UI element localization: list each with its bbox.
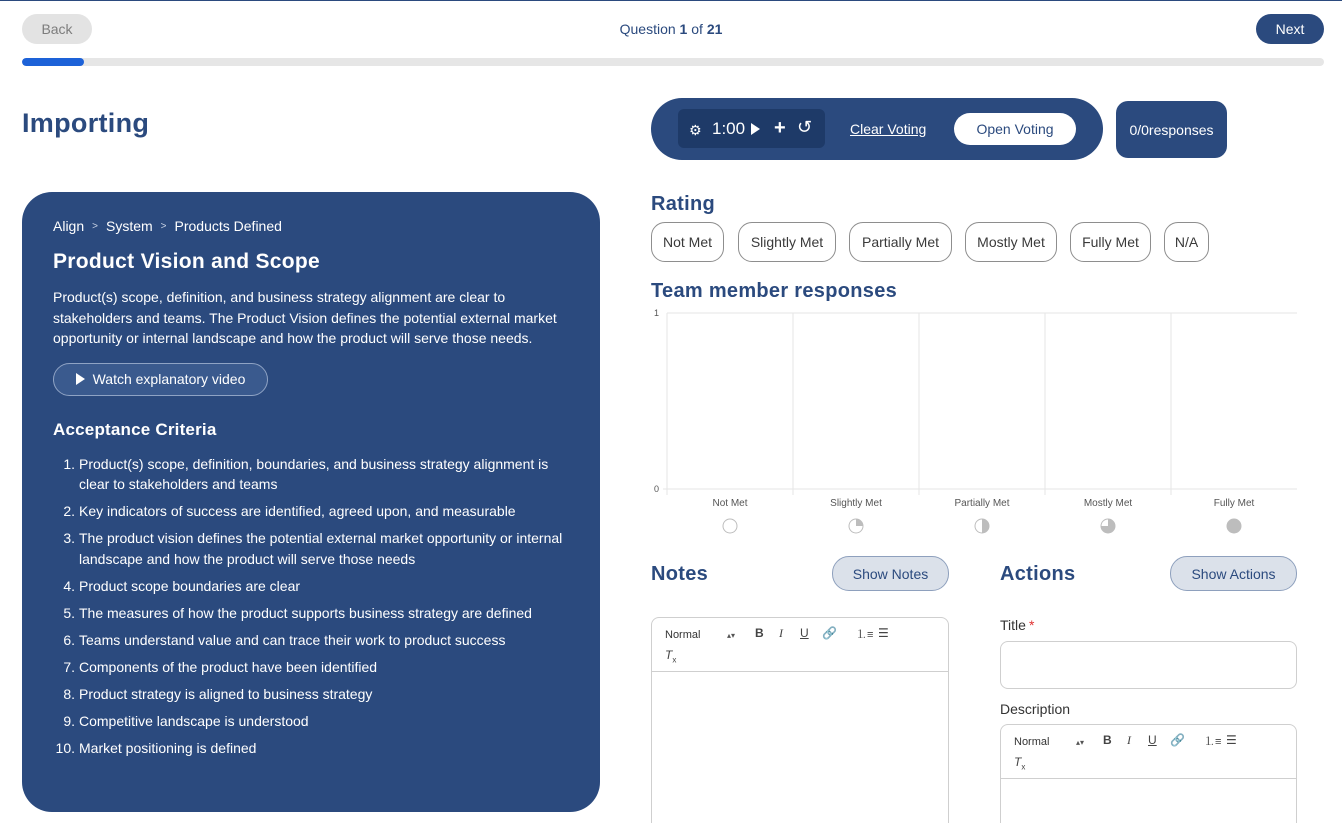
actions-heading: Actions: [1000, 563, 1076, 585]
page-title: Importing: [22, 108, 150, 138]
criteria-text: Market positioning is defined: [79, 739, 257, 756]
criteria-item: [53, 630, 568, 651]
bullet-list-icon[interactable]: ☰: [1226, 733, 1237, 747]
notes-heading: Notes: [651, 563, 709, 585]
rating-marker-fill: [1227, 519, 1241, 533]
rating-option-not-met[interactable]: Not Met: [651, 222, 724, 262]
criteria-number: 3.: [63, 530, 75, 546]
ordered-list-icon[interactable]: ⒈≡: [856, 629, 874, 641]
top-border: [0, 0, 1342, 1]
question-of: of: [691, 21, 703, 37]
watch-video-label: Watch explanatory video: [92, 371, 246, 387]
question-prefix: Question: [619, 21, 676, 37]
breadcrumb-item-products-defined: Products Defined: [174, 218, 282, 234]
reset-icon[interactable]: ↺: [797, 117, 813, 137]
criteria-number: 9.: [63, 712, 75, 729]
notes-editor: [651, 617, 949, 823]
criteria-text: Teams understand value and can trace their work to product success: [79, 631, 506, 648]
criteria-item: [53, 738, 568, 759]
x-tick-label: Partially Met: [954, 498, 1010, 509]
criteria-text: Product(s) scope, definition, boundaries, and business strategy alignment is clear to stakeholders and teams: [79, 455, 549, 492]
description-format-select[interactable]: [1014, 734, 1084, 750]
underline-icon[interactable]: U: [800, 626, 809, 640]
italic-icon[interactable]: I: [779, 626, 783, 640]
criteria-item: [53, 528, 568, 569]
rating-option-na[interactable]: N/A: [1164, 222, 1209, 262]
open-voting-button[interactable]: Open Voting: [954, 113, 1076, 145]
play-icon: [76, 373, 85, 385]
breadcrumb: [53, 218, 568, 234]
select-arrows-icon: ▴▾: [1075, 737, 1084, 747]
breadcrumb-separator: >: [92, 220, 98, 232]
criteria-text: Key indicators of success are identified, agreed upon, and measurable: [79, 503, 516, 519]
bullet-list-icon[interactable]: ☰: [878, 626, 889, 640]
rating-marker-fill: [982, 519, 989, 533]
acceptance-criteria-heading: Acceptance Criteria: [53, 419, 217, 439]
y-tick-label: 0: [653, 484, 659, 494]
clear-format-symbol: T: [665, 648, 673, 662]
select-arrows-icon: ▴▾: [726, 630, 735, 640]
rating-marker-fill: [856, 519, 863, 526]
play-icon[interactable]: [751, 123, 760, 135]
clear-format-icon[interactable]: $T_x$: [665, 648, 677, 665]
responses-chart: [651, 305, 1302, 545]
breadcrumb-item-align[interactable]: Align: [53, 218, 85, 234]
criteria-text: Competitive landscape is understood: [79, 712, 309, 729]
criteria-number: 8.: [63, 685, 75, 702]
title-label: [1000, 617, 1034, 633]
description-editor: [1000, 724, 1297, 823]
criteria-item: [53, 603, 568, 624]
x-tick-label: Fully Met: [1213, 498, 1255, 509]
clear-format-icon[interactable]: $T_x$: [1014, 755, 1026, 772]
watch-video-button[interactable]: [53, 363, 268, 396]
x-tick-label: Not Met: [712, 498, 748, 509]
timer: [678, 109, 825, 148]
description-format-value: Normal: [1014, 736, 1050, 748]
criteria-text: Product scope boundaries are clear: [79, 577, 301, 594]
criteria-card: [22, 192, 600, 812]
rating-marker: [723, 519, 737, 533]
card-description: Product(s) scope, definition, and business strategy alignment are clear to stakeholders and teams. The Product Vision defines the potential external market opportunity or internal landscape and how the product will serve those needs.: [53, 289, 557, 346]
breadcrumb-item-system[interactable]: System: [105, 218, 153, 234]
criteria-item: [53, 711, 568, 732]
criteria-text: Product strategy is aligned to business strategy: [79, 685, 373, 702]
rating-heading: Rating: [651, 193, 716, 215]
title-label-text: Title: [1000, 617, 1026, 633]
back-button[interactable]: Back: [22, 14, 92, 44]
link-icon[interactable]: 🔗: [822, 626, 837, 640]
progress-fill: [22, 58, 84, 66]
question-counter: [0, 21, 1342, 37]
italic-icon[interactable]: I: [1127, 733, 1131, 747]
notes-format-value: Normal: [665, 629, 701, 641]
plus-icon[interactable]: +: [774, 117, 786, 139]
show-actions-button[interactable]: Show Actions: [1170, 556, 1297, 591]
criteria-number: 1.: [63, 455, 75, 472]
clear-voting-link[interactable]: Clear Voting: [850, 121, 927, 137]
ordered-list-icon[interactable]: ⒈≡: [1204, 736, 1222, 748]
criteria-number: 7.: [63, 658, 75, 675]
y-tick-label: 1: [653, 308, 659, 318]
responses-count: 0/0responses: [1116, 101, 1227, 158]
x-tick-label: Slightly Met: [830, 498, 882, 509]
criteria-number: 5.: [63, 604, 75, 621]
progress-bar: [22, 58, 1324, 66]
criteria-text: Components of the product have been identified: [79, 658, 378, 675]
notes-text-area[interactable]: [652, 672, 948, 823]
acceptance-criteria-list: [53, 454, 568, 759]
description-label: Description: [1000, 701, 1071, 717]
voting-bar: [651, 98, 1103, 160]
criteria-item: [53, 454, 568, 495]
question-current: 1: [679, 21, 688, 37]
rating-option-fully-met[interactable]: Fully Met: [1070, 222, 1151, 262]
notes-format-select[interactable]: [665, 627, 735, 643]
x-tick-label: Mostly Met: [1083, 498, 1133, 509]
criteria-number: 6.: [63, 631, 75, 648]
card-title: Product Vision and Scope: [53, 250, 321, 273]
criteria-number: 10.: [55, 739, 75, 756]
rating-option-partially-met[interactable]: Partially Met: [849, 222, 952, 262]
breadcrumb-separator: >: [160, 220, 167, 232]
criteria-text: The product vision defines the potential external market opportunity or internal landscape and how the product will serve those needs: [79, 530, 563, 567]
responses-heading: Team member responses: [651, 280, 898, 302]
description-text-area[interactable]: [1001, 779, 1296, 823]
rating-option-mostly-met[interactable]: Mostly Met: [965, 222, 1057, 262]
notes-toolbar: [652, 618, 948, 672]
criteria-item: [53, 684, 568, 705]
criteria-text: The measures of how the product supports business strategy are defined: [79, 604, 532, 621]
rating-option-slightly-met[interactable]: Slightly Met: [738, 222, 836, 262]
question-total: 21: [706, 21, 723, 37]
criteria-number: 2.: [63, 503, 75, 519]
criteria-number: 4.: [63, 577, 75, 594]
clear-format-symbol: T: [1014, 755, 1022, 769]
link-icon[interactable]: 🔗: [1170, 733, 1185, 747]
underline-icon[interactable]: U: [1148, 733, 1157, 747]
criteria-item: [53, 657, 568, 678]
next-button[interactable]: Next: [1256, 14, 1324, 44]
timer-value: 1:00: [712, 119, 746, 138]
show-notes-button[interactable]: Show Notes: [832, 556, 949, 591]
action-title-input[interactable]: [1000, 641, 1297, 689]
required-mark: *: [1028, 617, 1035, 633]
criteria-item: [53, 501, 568, 522]
criteria-item: [53, 576, 568, 597]
bold-icon[interactable]: B: [1103, 733, 1112, 747]
gear-icon[interactable]: ⚙: [689, 122, 702, 138]
bold-icon[interactable]: B: [755, 626, 764, 640]
description-toolbar: [1001, 725, 1296, 779]
